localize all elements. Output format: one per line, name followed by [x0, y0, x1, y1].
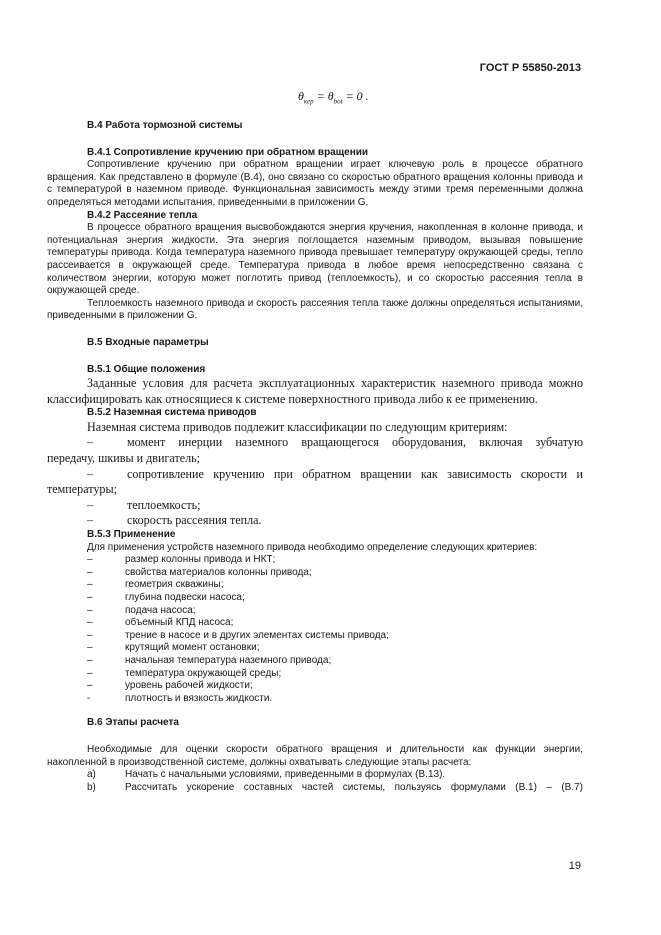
section-b6-intro: Необходимые для оценки скорости обратного вращения и длительности как функции энергии, накопленной в производственной системе, должны охватывать следующие этапы расчета: — [47, 743, 583, 768]
step-item: b) Рассчитать ускорение составных частей системы, пользуясь формулами (В.1) – (В.7) — [87, 781, 583, 793]
list-item: – свойства материалов колонны привода; — [87, 566, 312, 578]
list-item: – подача насоса; — [87, 604, 196, 616]
list-item: – объемный КПД насоса; — [87, 617, 234, 629]
section-b6-title: В.6 Этапы расчета — [87, 717, 179, 729]
section-b4-title: В.4 Работа тормозной системы — [87, 120, 243, 131]
section-b5-1-title: В.5.1 Общие положения — [87, 363, 206, 375]
section-b5-2-title: В.5.2 Наземная система приводов — [87, 407, 257, 419]
section-b4-2-text1: В процессе обратного вращения высвобождаются энергия кручения, накопленная в колонне привода, и потенциальная энергия жидкости. Эта энергия поглощается наземным приводом, вызывая повышение температуры привода. Когда температура наземного привода превышает температуру окружающей среды, тепло рассеивается в окружающей среде. Температура привода в любое время непосредственно связана с количеством энергии, которую может поглотить привод (теплоемкость), и со скоростью рассеяния тепла в окружающей среде. — [47, 222, 583, 297]
section-b5-1-text: Заданные условия для расчета эксплуатационных характеристик наземного привода можно классифицировать как относящиеся к системе поверхностного привода либо к ее применению. — [47, 376, 583, 406]
list-item: – уровень рабочей жидкости; — [87, 680, 253, 692]
list-item: – трение в насосе и в других элементах системы привода; — [87, 629, 389, 641]
list-item: – момент инерции наземного вращающегося оборудования, включая зубчатую — [87, 435, 583, 450]
list-item: – крутящий момент остановки; — [87, 642, 260, 654]
section-b4-2-text2: Теплоемкость наземного привода и скорость рассеяния тепла также должны определяться испытаниями, приведенными в приложении G. — [47, 297, 583, 322]
list-item-continuation: передачу, шкивы и двигатель; — [47, 451, 201, 466]
section-b5-2-intro: Наземная система приводов подлежит классификации по следующим критериям: — [87, 419, 508, 434]
list-item: – скорость рассеяния тепла. — [87, 513, 262, 528]
list-item: – геометрия скважины; — [87, 579, 224, 591]
step-item: a) Начать с начальными условиями, приведенными в формулах (В.13). — [87, 769, 446, 781]
section-b5-title: В.5 Входные параметры — [87, 336, 209, 348]
section-b5-3-intro: Для применения устройств наземного привода необходимо определение следующих критериев: — [87, 541, 538, 553]
list-item: – теплоемкость; — [87, 497, 201, 512]
document-body — [47, 120, 583, 794]
list-item-continuation: температуры; — [47, 482, 117, 497]
section-b4-1-text: Сопротивление кручению при обратном вращении играет ключевую роль в процессе обратного вращения. Как представлено в формуле (В.4), оно связано со скоростью обратного вращения колонны привода и с температурой в наземном приводе. Функциональная зависимость между этими тремя переменными должна определяться методами испытания, приведенными в приложении G. — [47, 159, 583, 208]
list-item: – температура окружающей среды; — [87, 667, 282, 679]
list-item: – глубина подвески насоса; — [87, 592, 245, 603]
section-b5-3-title: В.5.3 Применение — [87, 529, 176, 541]
section-b4-2-title: В.4.2 Рассеяние тепла — [87, 209, 198, 221]
section-b4-1-title: В.4.1 Сопротивление кручению при обратном вращении — [87, 146, 369, 158]
list-item: - плотность и вязкость жидкости. — [87, 692, 273, 704]
page-number: 19 — [568, 860, 581, 872]
list-item: – начальная температура наземного привода; — [87, 654, 332, 666]
list-item: – сопротивление кручению при обратном вращении как зависимость скорости и — [87, 466, 583, 481]
standard-code: ГОСТ Р 55850-2013 — [479, 62, 581, 74]
list-item: – размер колонны привода и НКТ; — [87, 554, 276, 566]
formula: $\theta_{кер} = \theta_{bot} = 0$ . — [298, 89, 369, 106]
